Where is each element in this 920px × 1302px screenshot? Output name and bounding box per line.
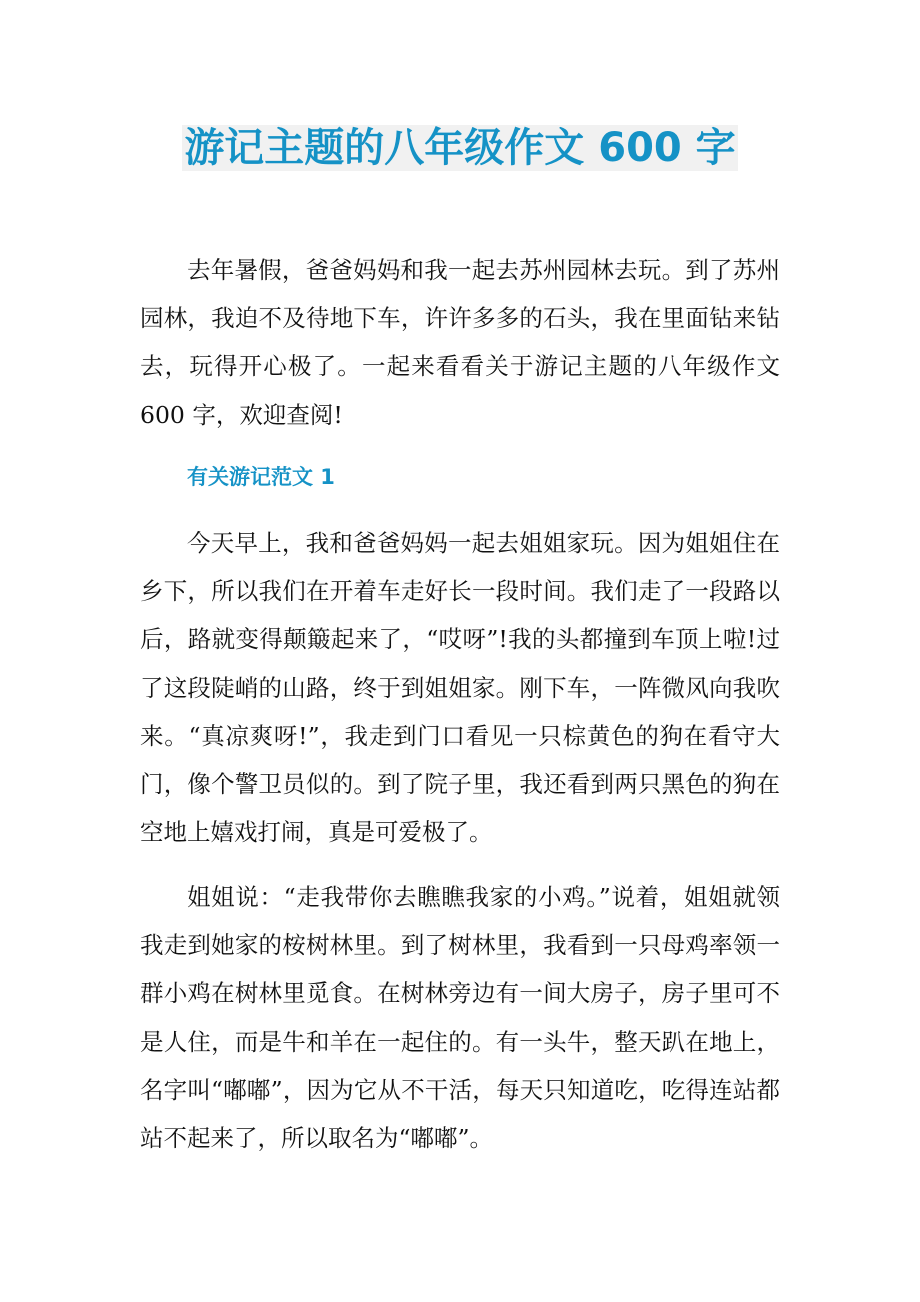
body-paragraph-1: 今天早上，我和爸爸妈妈一起去姐姐家玩。因为姐姐住在乡下，所以我们在开着车走好长一段时间。我们走了一段路以后，路就变得颠簸起来了，“哎呀”!我的头都撞到车顶上啦!过了这段陡峭的山路，终于到姐姐家。刚下车，一阵微风向我吹来。“真凉爽呀!”，我走到门口看见一只棕黄色的狗在看守大门，像个警卫员似的。到了院子里，我还看到两只黑色的狗在空地上嬉戏打闹，真是可爱极了。 xyxy=(140,529,780,847)
section-heading: 有关游记范文 1 xyxy=(187,465,335,489)
document-title xyxy=(0,118,920,178)
document-title-text: 游记主题的八年级作文 600 字 xyxy=(184,125,736,171)
intro-paragraph: 去年暑假，爸爸妈妈和我一起去苏州园林去玩。到了苏州园林，我迫不及待地下车，许许多多的石头，我在里面钻来钻去，玩得开心极了。一起来看看关于游记主题的八年级作文 600 字，欢迎查阅! xyxy=(140,256,780,429)
body-paragraph-2: 姐姐说：“走我带你去瞧瞧我家的小鸡。”说着，姐姐就领我走到她家的桉树林里。到了树林里，我看到一只母鸡率领一群小鸡在树林里觅食。在树林旁边有一间大房子，房子里可不是人住，而是牛和羊在一起住的。有一头牛，整天趴在地上，名字叫“嘟嘟”，因为它从不干活，每天只知道吃，吃得连站都站不起来了，所以取名为“嘟嘟”。 xyxy=(140,883,780,1153)
